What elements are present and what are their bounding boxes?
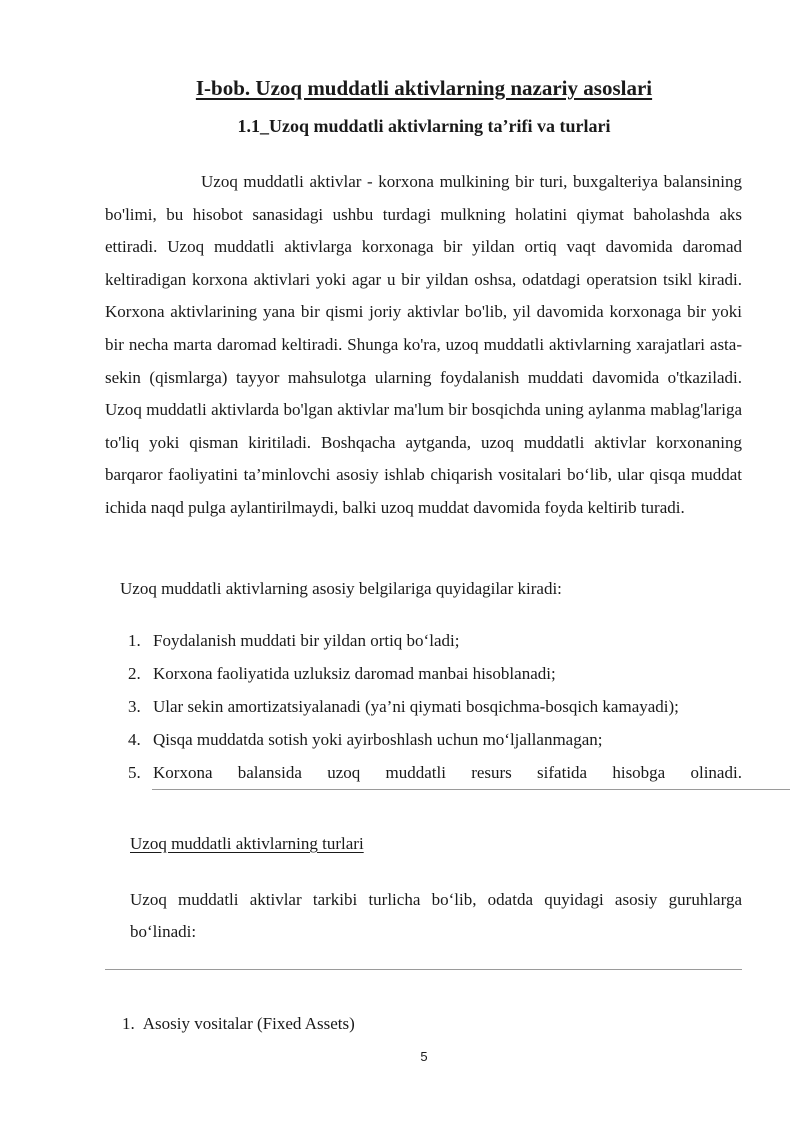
section-title: 1.1_Uzoq muddatli aktivlarning ta’rifi va turlari	[237, 116, 611, 136]
page-number: 5	[420, 1049, 428, 1064]
list-item	[128, 690, 742, 723]
features-list	[128, 624, 742, 789]
groups-list	[122, 1014, 355, 1034]
list-item-number: 2.	[128, 664, 141, 683]
list-item-word: olinadi.	[690, 763, 742, 782]
list-item-word: Korxona	[153, 763, 213, 782]
chapter-title: I-bob. Uzoq muddatli aktivlarning nazariy asoslari	[195, 76, 653, 100]
list-item-word: hisobga	[612, 763, 666, 782]
list-item-text: Korxona faoliyatida uzluksiz daromad manbai hisoblanadi;	[153, 664, 556, 683]
list-item-text	[153, 756, 742, 789]
list-item-word: balansida	[237, 763, 302, 782]
list-item-text: Foydalanish muddati bir yildan ortiq bo‘ladi;	[153, 631, 460, 650]
list-item	[128, 624, 742, 657]
body-paragraph: Uzoq muddatli aktivlar - korxona mulkining bir turi, buxgalteriya balansining bo'limi, bu hisobot sanasidagi ushbu turdagi mulkning holatini qiymat baholashda aks ettiradi. Uzoq muddatli aktivlarga korxonaga bir yildan ortiq vaqt davomida daromad keltiradigan korxona aktivlari yoki agar u bir yildan oshsa, odatdagi operatsion tsikl kiradi. Korxona aktivlarining yana bir qismi joriy aktivlar bo'lib, yil davomida korxonaga bir yoki bir necha marta daromad keltiradi. Shunga ko'ra, uzoq muddatli aktivlarning xarajatlari asta-sekin (qismlarga) tayyor mahsulotga ularning foydalanish muddati davomida o'tkaziladi. Uzoq muddatli aktivlarda bo'lgan aktivlar ma'lum bir bosqichda uning aylanma mablag'lariga to'liq yoki qisman kiritiladi. Boshqacha aytganda, uzoq muddatli aktivlar korxonaning barqaror faoliyatini ta’minlovchi asosiy ishlab chiqarish vositalari bo‘lib, ular qisqa muddat ichida naqd pulga aylantirilmaydi, balki uzoq muddat davomida foyda keltirib turadi.	[105, 172, 742, 517]
list-item-number: 5.	[128, 763, 141, 782]
features-intro: Uzoq muddatli aktivlarning asosiy belgilariga quyidagilar kiradi:	[120, 579, 562, 598]
list-item-word: muddatli	[385, 763, 446, 782]
list-item	[128, 723, 742, 756]
list-item-word: uzoq	[327, 763, 361, 782]
divider	[105, 969, 742, 970]
list-item-number: 3.	[128, 697, 141, 716]
list-item-word: resurs	[471, 763, 512, 782]
list-item	[128, 657, 742, 690]
list-item-number: 4.	[128, 730, 141, 749]
list-item-number: 1.	[128, 631, 141, 650]
types-heading: Uzoq muddatli aktivlarning turlari	[130, 834, 364, 853]
list-item-text: Qisqa muddatda sotish yoki ayirboshlash uchun mo‘ljallanmagan;	[153, 730, 603, 749]
types-paragraph: Uzoq muddatli aktivlar tarkibi turlicha bo‘lib, odatda quyidagi asosiy guruhlarga bo‘linadi:	[130, 890, 742, 941]
list-item-text: Asosiy vositalar (Fixed Assets)	[142, 1014, 355, 1033]
list-item-number: 1.	[122, 1014, 135, 1033]
list-item	[128, 756, 742, 789]
list-item-text: Ular sekin amortizatsiyalanadi (ya’ni qiymati bosqichma-bosqich kamayadi);	[153, 697, 679, 716]
divider	[152, 789, 790, 790]
list-item	[122, 1014, 355, 1034]
list-item-word: sifatida	[537, 763, 588, 782]
